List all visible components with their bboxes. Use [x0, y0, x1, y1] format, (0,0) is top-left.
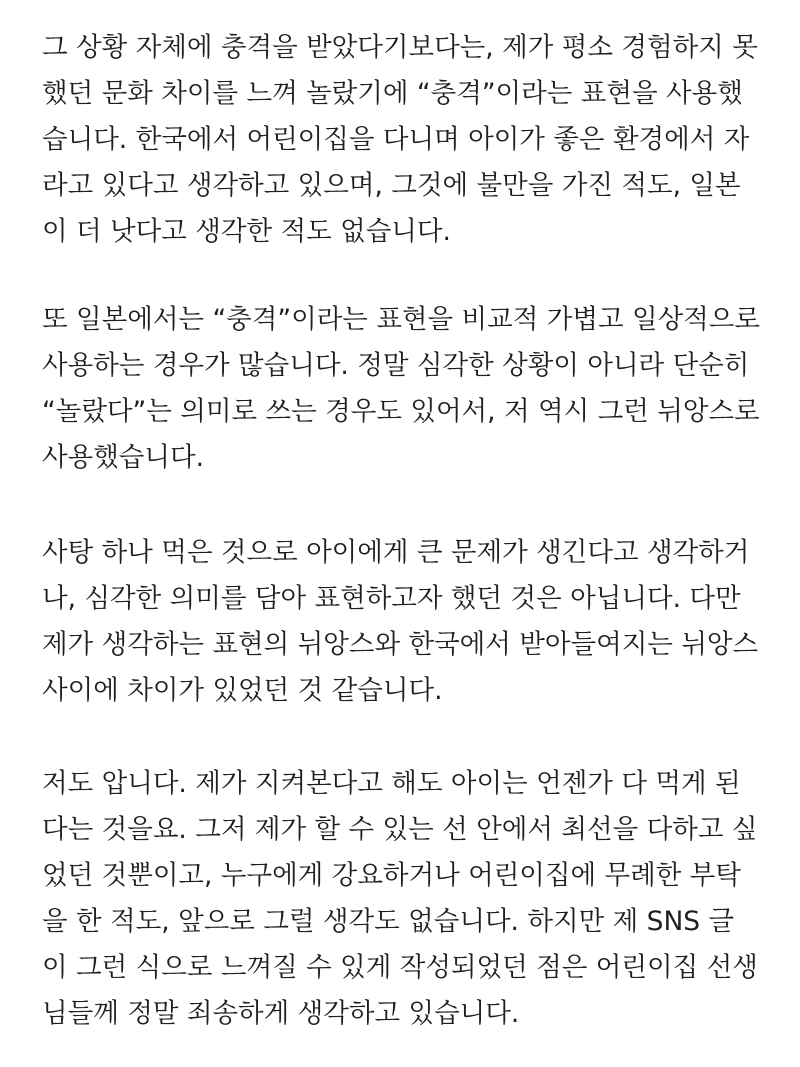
text-line: 제가 생각하는 표현의 뉘앙스와 한국에서 받아들여지는 뉘앙스 [42, 629, 759, 660]
text-line: 그 상황 자체에 충격을 받았다기보다는, 제가 평소 경험하지 못 [42, 32, 758, 63]
text-line: 사용했습니다. [42, 442, 205, 473]
text-line: 했던 문화 차이를 느껴 놀랐기에 “충격”이라는 표현을 사용했 [42, 78, 743, 109]
paragraph-2 [42, 297, 772, 481]
text-line: 또 일본에서는 “충격”이라는 표현을 비교적 가볍고 일상적으로 [42, 304, 760, 335]
text-line: 사용하는 경우가 많습니다. 정말 심각한 상황이 아니라 단순히 [42, 350, 750, 381]
text-line: 나, 심각한 의미를 담아 표현하고자 했던 것은 아닙니다. 다만 [42, 583, 741, 614]
text-line: 습니다. 한국에서 어린이집을 다니며 아이가 좋은 환경에서 자 [42, 124, 750, 155]
text-line: 이 그런 식으로 느껴질 수 있게 작성되었던 점은 어린이집 선생 [42, 952, 758, 983]
text-line: 다는 것을요. 그저 제가 할 수 있는 선 안에서 최선을 다하고 싶 [42, 814, 758, 845]
paragraph-1 [42, 25, 772, 255]
text-line: 었던 것뿐이고, 누구에게 강요하거나 어린이집에 무례한 부탁 [42, 860, 741, 891]
text-line: 님들께 정말 죄송하게 생각하고 있습니다. [42, 998, 520, 1029]
text-line: 이 더 낫다고 생각한 적도 없습니다. [42, 216, 451, 247]
text-line: 사탕 하나 먹은 것으로 아이에게 큰 문제가 생긴다고 생각하거 [42, 537, 750, 568]
text-line: “놀랐다”는 의미로 쓰는 경우도 있어서, 저 역시 그런 뉘앙스로 [42, 396, 760, 427]
text-line: 라고 있다고 생각하고 있으며, 그것에 불만을 가진 적도, 일본 [42, 170, 741, 201]
paragraph-4 [42, 761, 772, 1037]
text-line: 사이에 차이가 있었던 것 같습니다. [42, 675, 443, 706]
text-line: 을 한 적도, 앞으로 그럴 생각도 없습니다. 하지만 제 SNS 글 [42, 906, 735, 937]
paragraph-3 [42, 530, 772, 714]
text-line: 저도 압니다. 제가 지켜본다고 해도 아이는 언젠가 다 먹게 된 [42, 768, 741, 799]
